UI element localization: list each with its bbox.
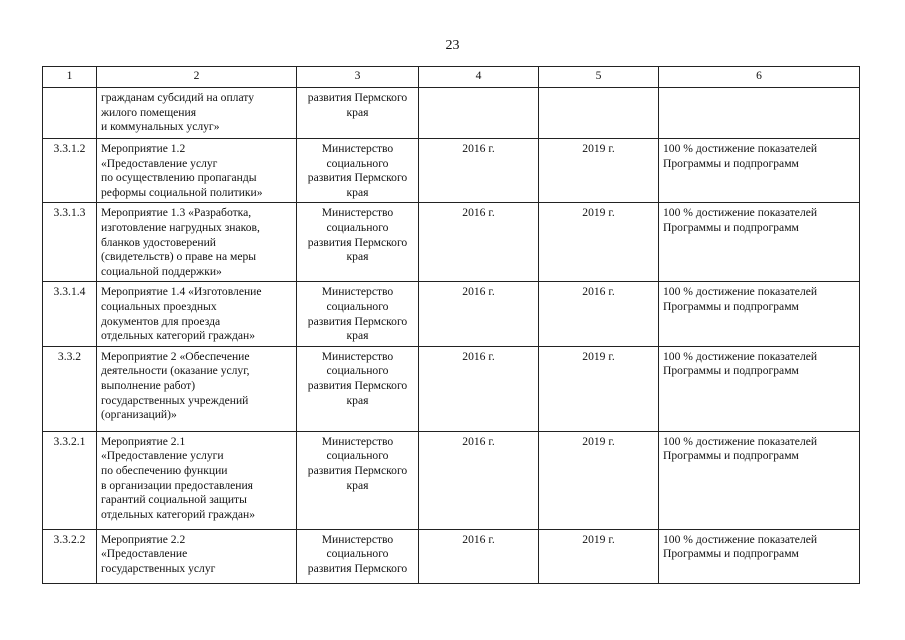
expected-result-cell (659, 346, 860, 431)
activity-name-line: гарантий социальной защиты (101, 493, 247, 507)
executor-line: края (346, 105, 369, 119)
executor-line: развития Пермского (307, 463, 408, 477)
activity-name-line: (свидетельств) о праве на меры (101, 250, 257, 264)
executor-cell (297, 431, 419, 529)
end-year-cell: 2019 г. (539, 529, 659, 583)
table-row (43, 203, 860, 282)
executor-line: развития Пермского (307, 91, 408, 104)
activity-name-line: жилого помещения (101, 105, 197, 119)
activity-name-cell (97, 203, 297, 282)
executor-line: края (346, 478, 369, 492)
start-year-cell (419, 88, 539, 139)
page-number: 23 (445, 38, 460, 53)
executor-line: социального (326, 299, 389, 313)
end-year-cell: 2019 г. (539, 431, 659, 529)
table-header-row (43, 67, 860, 88)
activity-name-line: Мероприятие 2 «Обеспечение (101, 349, 250, 363)
activity-name-line: социальной поддержки» (101, 264, 222, 278)
row-number-cell: 3.3.1.2 (43, 139, 97, 203)
end-year-cell (539, 88, 659, 139)
column-header-1: 1 (43, 67, 97, 88)
expected-result-line: 100 % достижение показателей (663, 434, 818, 448)
expected-result-cell (659, 282, 860, 346)
executor-line: развития Пермского (307, 314, 408, 328)
activity-name-line: выполнение работ) (101, 378, 196, 392)
expected-result-cell (659, 529, 860, 583)
executor-line: Министерство (321, 206, 394, 220)
column-header-5: 5 (539, 67, 659, 88)
activity-name-line: по обеспечению функции (101, 463, 228, 477)
expected-result-line: 100 % достижение показателей (663, 206, 818, 220)
activity-name-line: «Предоставление (101, 547, 188, 561)
executor-line: Министерство (321, 142, 394, 155)
start-year-cell: 2016 г. (419, 346, 539, 431)
expected-result-line: Программы и подпрограмм (663, 156, 799, 170)
executor-line: социального (326, 156, 389, 170)
start-year-cell: 2016 г. (419, 529, 539, 583)
row-number-cell: 3.3.2.1 (43, 431, 97, 529)
end-year-cell: 2019 г. (539, 139, 659, 203)
activity-name-line: социальных проездных (101, 299, 217, 313)
activity-name-line: в организации предоставления (101, 478, 253, 492)
executor-line: развития Пермского (307, 561, 408, 575)
activity-name-line: Мероприятие 1.4 «Изготовление (101, 285, 262, 299)
activity-name-line: Мероприятие 1.3 «Разработка, (101, 206, 252, 220)
activity-name-cell (97, 529, 297, 583)
executor-line: края (346, 250, 369, 264)
activity-name-line: отдельных категорий граждан» (101, 329, 256, 343)
executor-cell (297, 139, 419, 203)
table-body (43, 88, 860, 584)
activity-name-line: «Предоставление услуги (101, 449, 224, 463)
table-row (43, 346, 860, 431)
executor-line: края (346, 393, 369, 407)
table-row (43, 139, 860, 203)
activity-name-cell (97, 88, 297, 139)
expected-result-line: Программы и подпрограмм (663, 547, 799, 561)
activity-name-line: Мероприятие 2.2 (101, 532, 186, 546)
executor-line: развития Пермского (307, 171, 408, 185)
activity-name-line: Мероприятие 1.2 (101, 142, 186, 155)
activity-name-line: гражданам субсидий на оплату (101, 91, 255, 104)
start-year-cell: 2016 г. (419, 203, 539, 282)
activities-table (42, 66, 860, 584)
activity-name-line: реформы социальной политики» (101, 185, 263, 199)
expected-result-line: Программы и подпрограмм (663, 220, 799, 234)
activity-name-line: государственных услуг (101, 561, 216, 575)
row-number-cell: 3.3.1.3 (43, 203, 97, 282)
activity-name-line: бланков удостоверений (101, 235, 216, 249)
executor-line: края (346, 329, 369, 343)
row-number-cell: 3.3.2 (43, 346, 97, 431)
end-year-cell: 2019 г. (539, 346, 659, 431)
activity-name-line: (организаций)» (101, 408, 177, 422)
expected-result-line: Программы и подпрограмм (663, 364, 799, 378)
executor-line: Министерство (321, 285, 394, 299)
row-number-cell (43, 88, 97, 139)
executor-line: развития Пермского (307, 378, 408, 392)
start-year-cell: 2016 г. (419, 431, 539, 529)
expected-result-cell (659, 88, 860, 139)
activity-name-cell (97, 431, 297, 529)
executor-line: развития Пермского (307, 235, 408, 249)
column-header-2: 2 (97, 67, 297, 88)
end-year-cell: 2016 г. (539, 282, 659, 346)
executor-cell (297, 203, 419, 282)
activity-name-cell (97, 282, 297, 346)
executor-line: края (346, 185, 369, 199)
activity-name-line: изготовление нагрудных знаков, (101, 220, 260, 234)
expected-result-line: Программы и подпрограмм (663, 449, 799, 463)
expected-result-cell (659, 203, 860, 282)
activity-name-line: деятельности (оказание услуг, (101, 364, 250, 378)
expected-result-line: 100 % достижение показателей (663, 285, 818, 299)
row-number-cell: 3.3.1.4 (43, 282, 97, 346)
expected-result-cell (659, 431, 860, 529)
start-year-cell: 2016 г. (419, 139, 539, 203)
column-header-6: 6 (659, 67, 860, 88)
expected-result-line: 100 % достижение показателей (663, 532, 818, 546)
executor-line: Министерство (321, 434, 394, 448)
table-row (43, 431, 860, 529)
activity-name-cell (97, 346, 297, 431)
activity-name-line: и коммунальных услуг» (101, 120, 220, 134)
activity-name-line: документов для проезда (101, 314, 221, 328)
activity-name-line: «Предоставление услуг (101, 156, 218, 170)
executor-line: социального (326, 364, 389, 378)
executor-cell (297, 346, 419, 431)
column-header-4: 4 (419, 67, 539, 88)
start-year-cell: 2016 г. (419, 282, 539, 346)
executor-cell (297, 529, 419, 583)
executor-line: Министерство (321, 532, 394, 546)
expected-result-line: 100 % достижение показателей (663, 142, 818, 155)
table-row (43, 282, 860, 346)
activity-name-cell (97, 139, 297, 203)
column-header-3: 3 (297, 67, 419, 88)
table-row (43, 88, 860, 139)
executor-cell (297, 282, 419, 346)
activity-name-line: государственных учреждений (101, 393, 249, 407)
executor-line: социального (326, 220, 389, 234)
activity-name-line: Мероприятие 2.1 (101, 434, 186, 448)
table-row (43, 529, 860, 583)
executor-line: социального (326, 547, 389, 561)
row-number-cell: 3.3.2.2 (43, 529, 97, 583)
expected-result-cell (659, 139, 860, 203)
expected-result-line: 100 % достижение показателей (663, 349, 818, 363)
activity-name-line: отдельных категорий граждан» (101, 507, 256, 521)
activity-name-line: по осуществлению пропаганды (101, 171, 257, 185)
executor-cell (297, 88, 419, 139)
executor-line: Министерство (321, 349, 394, 363)
end-year-cell: 2019 г. (539, 203, 659, 282)
executor-line: социального (326, 449, 389, 463)
expected-result-line: Программы и подпрограмм (663, 299, 799, 313)
